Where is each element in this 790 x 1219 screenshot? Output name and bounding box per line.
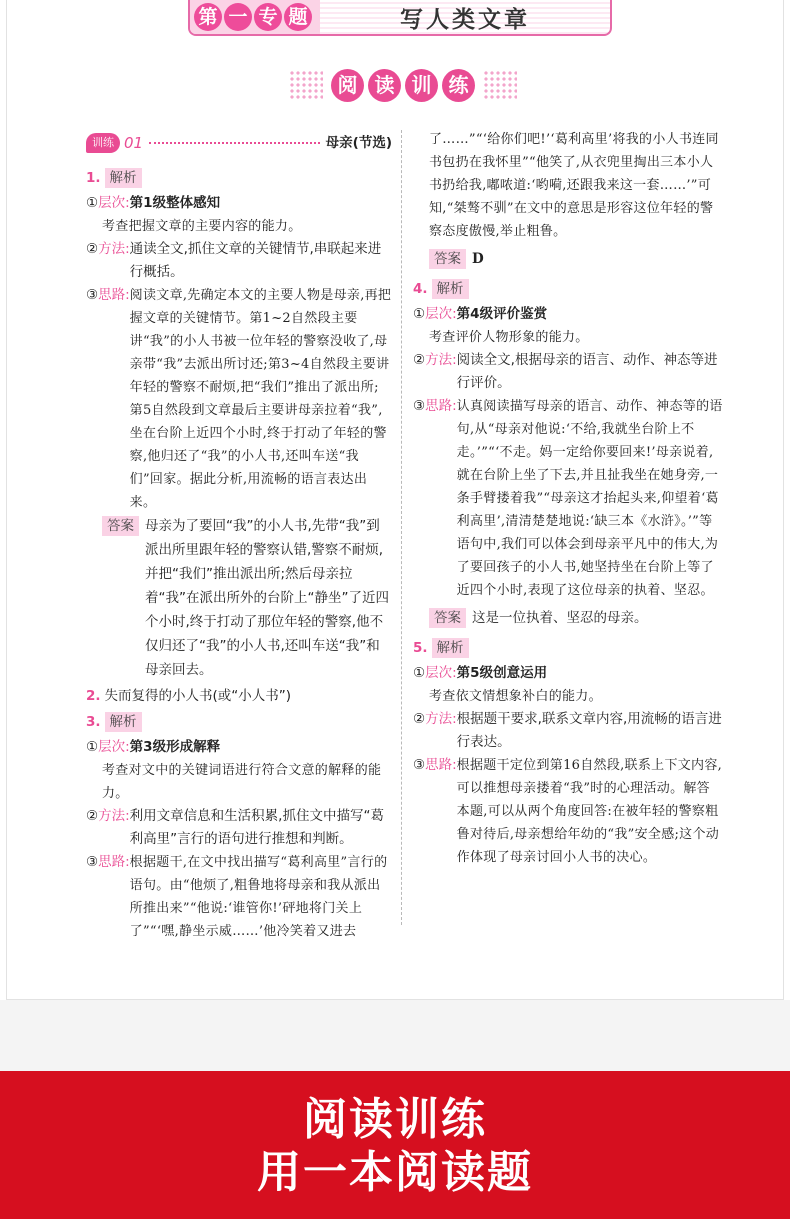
question-number: 1. bbox=[86, 169, 101, 186]
item-text: 第3级形成解释 bbox=[129, 739, 221, 755]
unit-char: 一 bbox=[224, 3, 252, 31]
level-item bbox=[413, 662, 723, 685]
item-text: 阅读全文,根据母亲的语言、动作、神态等进行评价。 bbox=[456, 352, 718, 391]
dotted-leader bbox=[149, 142, 320, 144]
item-sub-text: 考查把握文章的主要内容的能力。 bbox=[102, 219, 302, 234]
item-label: 思路: bbox=[98, 287, 130, 303]
answer-text: D bbox=[472, 251, 484, 267]
item-label: 层次: bbox=[425, 306, 457, 322]
continued-text bbox=[413, 128, 723, 243]
question-5-header bbox=[413, 636, 723, 660]
dot-pattern-right bbox=[483, 70, 517, 100]
unit-char: 专 bbox=[254, 3, 282, 31]
item-label: 方法: bbox=[98, 808, 130, 824]
item-mark: ③ bbox=[413, 757, 426, 773]
item-sub bbox=[413, 685, 723, 708]
promo-line-1: 阅读训练 bbox=[303, 1094, 487, 1145]
answer-block bbox=[413, 247, 723, 271]
promo-line-2: 用一本阅读题 bbox=[257, 1147, 533, 1198]
item-label: 方法: bbox=[425, 352, 457, 368]
answer-text: 母亲为了要回“我”的小人书,先带“我”到派出所里跟年轻的警察认错,警察不耐烦,并把“我们”推出派出所;然后母亲拉着“我”在派出所外的台阶上“静坐”了近四个小时,终于打动了那位年轻的警察,他不仅归还了“我”的小人书,还叫车送“我”和母亲回去。 bbox=[145, 518, 389, 678]
item-sub bbox=[413, 326, 723, 349]
answer-tag: 答案 bbox=[102, 516, 139, 536]
item-mark: ③ bbox=[413, 398, 426, 414]
question-2 bbox=[86, 684, 392, 708]
item-label: 方法: bbox=[425, 711, 457, 727]
item-text: 利用文章信息和生活积累,抓住文中描写“葛利高里”言行的语句进行推想和判断。 bbox=[129, 808, 384, 847]
item-mark: ① bbox=[86, 739, 99, 755]
item-mark: ③ bbox=[86, 854, 99, 870]
level-item bbox=[86, 192, 392, 215]
item-text: 第5级创意运用 bbox=[456, 665, 548, 681]
answer-text: 这是一位执着、坚忍的母亲。 bbox=[472, 610, 648, 626]
level-item bbox=[86, 736, 392, 759]
analysis-tag: 解析 bbox=[432, 279, 469, 299]
analysis-tag: 解析 bbox=[105, 712, 142, 732]
thinking-item bbox=[86, 851, 392, 943]
item-label: 方法: bbox=[98, 241, 130, 257]
unit-char: 第 bbox=[194, 3, 222, 31]
training-title: 母亲(节选) bbox=[325, 134, 392, 151]
item-sub bbox=[86, 215, 392, 238]
item-text: 根据题干要求,联系文章内容,用流畅的语言进行表达。 bbox=[456, 711, 722, 750]
answer-tag: 答案 bbox=[429, 608, 466, 628]
answer-block bbox=[86, 514, 392, 682]
item-sub-text: 考查对文中的关键词语进行符合文意的解释的能力。 bbox=[102, 763, 382, 801]
question-3-header bbox=[86, 710, 392, 734]
left-column bbox=[86, 130, 392, 943]
item-label: 层次: bbox=[98, 195, 130, 211]
item-sub-text: 考查依文情想象补白的能力。 bbox=[429, 689, 602, 704]
banner-char: 阅 bbox=[331, 69, 364, 102]
training-header bbox=[86, 130, 392, 156]
thinking-item bbox=[413, 395, 723, 602]
item-sub-text: 考查评价人物形象的能力。 bbox=[429, 330, 589, 345]
item-text: 认真阅读描写母亲的语言、动作、神态等的语句,从“母亲对他说:‘不给,我就坐台阶上不走。’”“‘不走。妈一定给你要回来!’母亲说着,就在台阶上坐了下去,并且扯我坐在她身旁,一条手臂搂着我”“母亲这才抬起头来,仰望着‘葛利高里’,清清楚楚地说:‘缺三本《水浒》。’”等语句中,我们可以体会到母亲平凡中的伟大,为了要回孩子的小人书,她坚持坐在台阶上等了近四个小时,表现了这位母亲的执着、坚忍。 bbox=[456, 399, 723, 598]
item-text: 第1级整体感知 bbox=[129, 195, 221, 211]
dot-pattern-left bbox=[289, 70, 323, 100]
banner-char: 训 bbox=[405, 69, 438, 102]
thinking-item bbox=[413, 754, 723, 869]
question-4-header bbox=[413, 277, 723, 301]
item-sub bbox=[86, 759, 392, 805]
column-divider bbox=[401, 130, 402, 925]
question-2-answer: 失而复得的小人书(或“小人书”) bbox=[104, 687, 292, 704]
method-item bbox=[86, 238, 392, 284]
analysis-tag: 解析 bbox=[105, 168, 142, 188]
unit-label bbox=[190, 0, 320, 34]
chapter-title: 写人类文章 bbox=[400, 6, 530, 33]
analysis-tag: 解析 bbox=[432, 638, 469, 658]
item-text: 根据题干定位到第16自然段,联系上下文内容,可以推想母亲搂着“我”时的心理活动。解答本题,可以从两个角度回答:在被年轻的警察粗鲁对待后,母亲想给年幼的“我”安全感;这个动作体现了母亲讨回小人书的决心。 bbox=[456, 758, 723, 865]
thinking-item bbox=[86, 284, 392, 514]
item-mark: ① bbox=[413, 665, 426, 681]
item-mark: ③ bbox=[86, 287, 99, 303]
question-1-header bbox=[86, 166, 392, 190]
item-text: 第4级评价鉴赏 bbox=[456, 306, 548, 322]
question-number: 3. bbox=[86, 713, 101, 730]
item-text: 根据题干,在文中找出描写“葛利高里”言行的语句。由“他烦了,粗鲁地将母亲和我从派出所推出来”“他说:‘谁管你!’砰地将门关上了”“‘嘿,静坐示威……’他冷笑着又进去 bbox=[129, 855, 388, 939]
answer-tag: 答案 bbox=[429, 249, 466, 269]
question-number: 4. bbox=[413, 280, 428, 297]
unit-char: 题 bbox=[284, 3, 312, 31]
level-item bbox=[413, 303, 723, 326]
item-mark: ② bbox=[413, 711, 426, 727]
banner-char: 读 bbox=[368, 69, 401, 102]
banner-char: 练 bbox=[442, 69, 475, 102]
question-number: 5. bbox=[413, 639, 428, 656]
item-label: 层次: bbox=[425, 665, 457, 681]
question-number: 2. bbox=[86, 687, 101, 704]
right-column bbox=[413, 128, 723, 869]
method-item bbox=[86, 805, 392, 851]
item-mark: ② bbox=[86, 241, 99, 257]
training-badge: 训练 bbox=[86, 133, 120, 153]
answer-block bbox=[413, 606, 723, 630]
method-item bbox=[413, 708, 723, 754]
item-text: 通读全文,抓住文章的关键情节,串联起来进行概括。 bbox=[129, 241, 382, 280]
chapter-header bbox=[188, 0, 612, 36]
continued-paragraph: 了……”“‘给你们吧!’‘葛利高里’将我的小人书连同书包扔在我怀里”“他笑了,从衣兜里掏出三本小人书扔给我,嘟哝道:‘哟嗬,还跟我来这一套……’”可知,“桀骜不驯”在文中的意思是形容这位年轻的警察态度傲慢,举止粗鲁。 bbox=[429, 132, 719, 239]
item-mark: ① bbox=[86, 195, 99, 211]
banner-chars bbox=[329, 69, 477, 102]
section-banner bbox=[288, 66, 518, 104]
item-text: 阅读文章,先确定本文的主要人物是母亲,再把握文章的关键情节。第1~2自然段主要讲“我”的小人书被一位年轻的警察没收了,母亲带“我”去派出所讨还;第3~4自然段主要讲年轻的警察不耐烦,把“我们”推出了派出所;第5自然段到文章最后主要讲母亲拉着“我”,坐在台阶上近四个小时,终于打动了年轻的警察,他归还了“我”的小人书,还叫车送“我们”回家。据此分析,用流畅的语言表达出来。 bbox=[129, 288, 392, 510]
item-mark: ② bbox=[86, 808, 99, 824]
training-number: 01 bbox=[124, 133, 144, 152]
item-label: 思路: bbox=[425, 398, 457, 414]
item-label: 层次: bbox=[98, 739, 130, 755]
item-label: 思路: bbox=[98, 854, 130, 870]
item-mark: ② bbox=[413, 352, 426, 368]
method-item bbox=[413, 349, 723, 395]
item-label: 思路: bbox=[425, 757, 457, 773]
item-mark: ① bbox=[413, 306, 426, 322]
